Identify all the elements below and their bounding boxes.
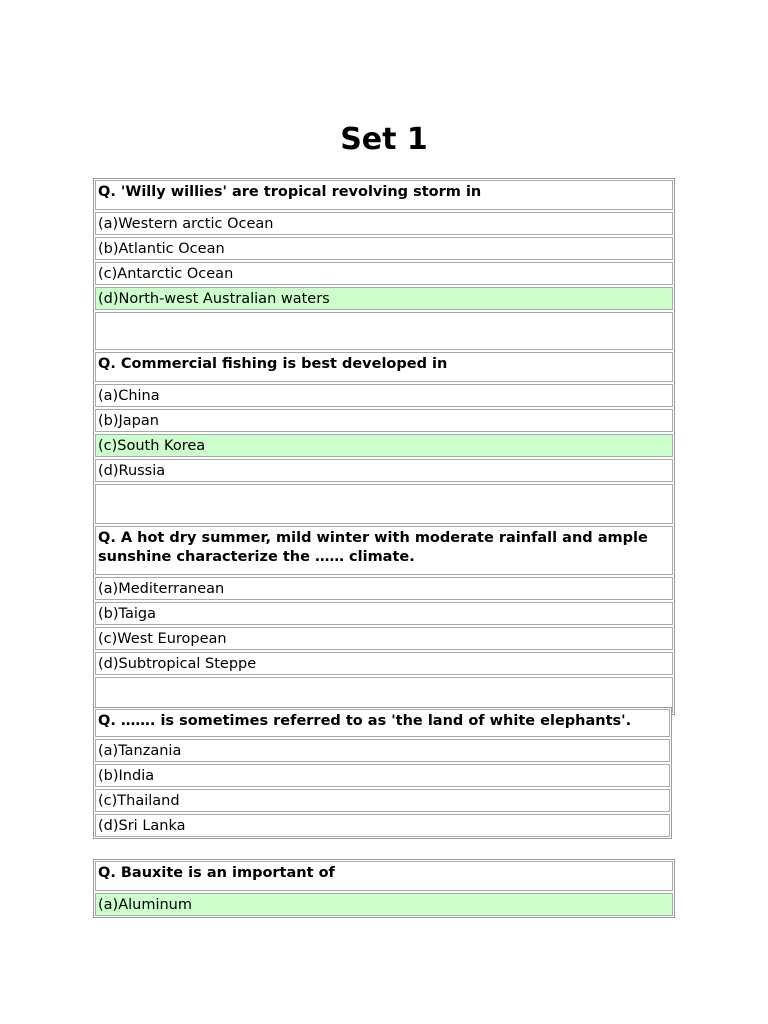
spacer-row: [95, 312, 673, 350]
quiz-table: [93, 178, 675, 715]
answer-option: (a)Mediterranean: [95, 577, 673, 600]
question-text: Q. ……. is sometimes referred to as 'the land of white elephants'.: [95, 709, 670, 737]
question-text: Q. Bauxite is an important of: [95, 861, 673, 891]
answer-option-highlighted: (a)Aluminum: [95, 893, 673, 916]
answer-option: (b)India: [95, 764, 670, 787]
answer-option: (d)Subtropical Steppe: [95, 652, 673, 675]
answer-option: (d)Russia: [95, 459, 673, 482]
spacer-row: [95, 484, 673, 524]
question-text: Q. Commercial fishing is best developed in: [95, 352, 673, 382]
answer-option: (b)Taiga: [95, 602, 673, 625]
answer-option: (a)Western arctic Ocean: [95, 212, 673, 235]
answer-option: (c)Thailand: [95, 789, 670, 812]
answer-option: (b)Atlantic Ocean: [95, 237, 673, 260]
page-title: Set 1: [340, 122, 428, 157]
answer-option-highlighted: (d)North-west Australian waters: [95, 287, 673, 310]
answer-option: (a)China: [95, 384, 673, 407]
answer-option: (d)Sri Lanka: [95, 814, 670, 837]
answer-option: (c)Antarctic Ocean: [95, 262, 673, 285]
answer-option: (b)Japan: [95, 409, 673, 432]
question-text: Q. A hot dry summer, mild winter with moderate rainfall and ample sunshine characterize the …… climate.: [95, 526, 673, 575]
quiz-table: [93, 707, 672, 839]
answer-option: (a)Tanzania: [95, 739, 670, 762]
answer-option: (c)West European: [95, 627, 673, 650]
answer-option-highlighted: (c)South Korea: [95, 434, 673, 457]
question-text: Q. 'Willy willies' are tropical revolving storm in: [95, 180, 673, 210]
quiz-table: [93, 859, 675, 918]
